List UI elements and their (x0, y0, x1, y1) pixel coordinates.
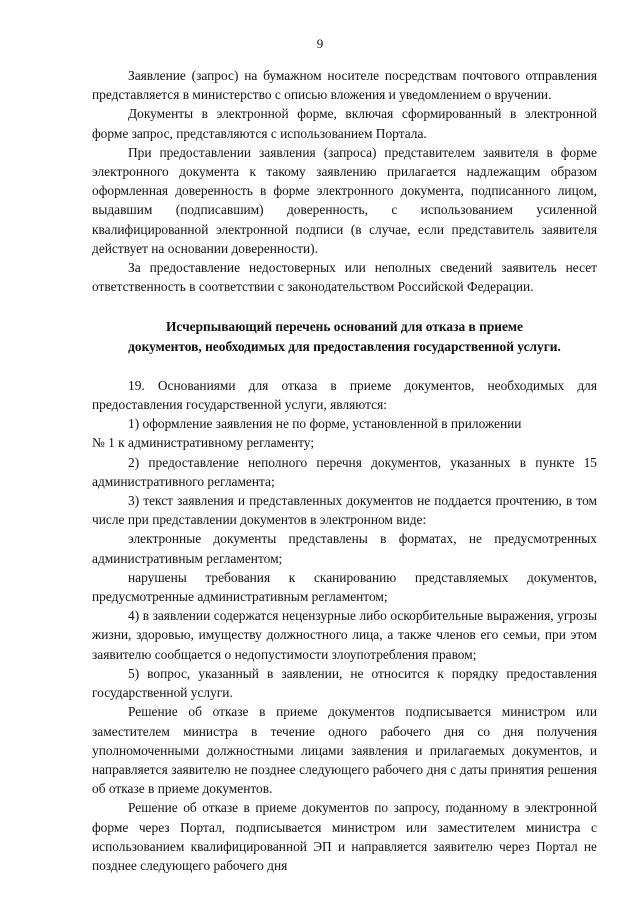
list-item: 1) оформление заявления не по форме, установленной в приложении (128, 416, 522, 432)
section-heading-line-1: Исчерпывающий перечень оснований для отказа в приеме (165, 319, 523, 335)
paragraph: При предоставлении заявления (запроса) представителем заявителя в форме электронного документа к такому заявлению прилагается надлежащим образом оформленная доверенность в форме электронного документа, подписанного лицом, выдавшим (подписавшим) доверенность, с использованием усиленной квалифицированной электронной подписи (в случае, если представитель заявителя действует на основании доверенности). (92, 144, 597, 256)
paragraph: Заявление (запрос) на бумажном носителе посредствам почтового отправления представляется в министерство с описью вложения и уведомлением о вручении. (92, 68, 597, 103)
list-item: 3) текст заявления и представленных документов не поддается прочтению, в том числе при представлении документов в электронном виде: (92, 493, 597, 528)
list-item-continuation: № 1 к административному регламенту; (92, 435, 315, 451)
paragraph: 19. Основаниями для отказа в приеме документов, необходимых для предоставления государственной услуги, являются: (92, 377, 597, 413)
paragraph: За предоставление недостоверных или неполных сведений заявитель несет ответственность в соответствии с законодательством Российской Федерации. (92, 260, 597, 295)
list-item: 4) в заявлении содержатся нецензурные либо оскорбительные выражения, угрозы жизни, здоровью, имуществу должностного лица, а также членов его семьи, при этом заявителю сообщается о недопустимости злоупотребления правом; (92, 608, 597, 662)
page-number: 9 (316, 36, 324, 51)
paragraph: Решение об отказе в приеме документов по запросу, поданному в электронной форме через Портал, подписывается министром или заместителем министра с использованием квалифицированной ЭП и направляется заявителю через Портал не позднее следующего рабочего дня (92, 800, 597, 873)
list-item: 2) предоставление неполного перечня документов, указанных в пункте 15 административного регламента; (92, 454, 597, 489)
list-subitem: нарушены требования к сканированию представляемых документов, предусмотренные административным регламентом; (92, 569, 597, 605)
section-heading-line-2: документов, необходимых для предоставления государственной услуги. (128, 338, 561, 354)
document-body (92, 66, 597, 875)
section-heading (92, 317, 597, 355)
list-item: 5) вопрос, указанный в заявлении, не относится к порядку предоставления государственной услуги. (92, 665, 597, 701)
paragraph: Документы в электронной форме, включая сформированный в электронной форме запрос, представляются с использованием Портала. (92, 106, 597, 141)
list-subitem: электронные документы представлены в форматах, не предусмотренных административным регламентом; (92, 531, 597, 566)
paragraph: Решение об отказе в приеме документов подписывается министром или заместителем министра в течение одного рабочего дня со дня получения уполномоченными должностными лицами заявления и прилагаемых документов, и направляется заявителю не позднее следующего рабочего дня с даты принятия решения об отказе в приеме документов. (92, 704, 597, 797)
